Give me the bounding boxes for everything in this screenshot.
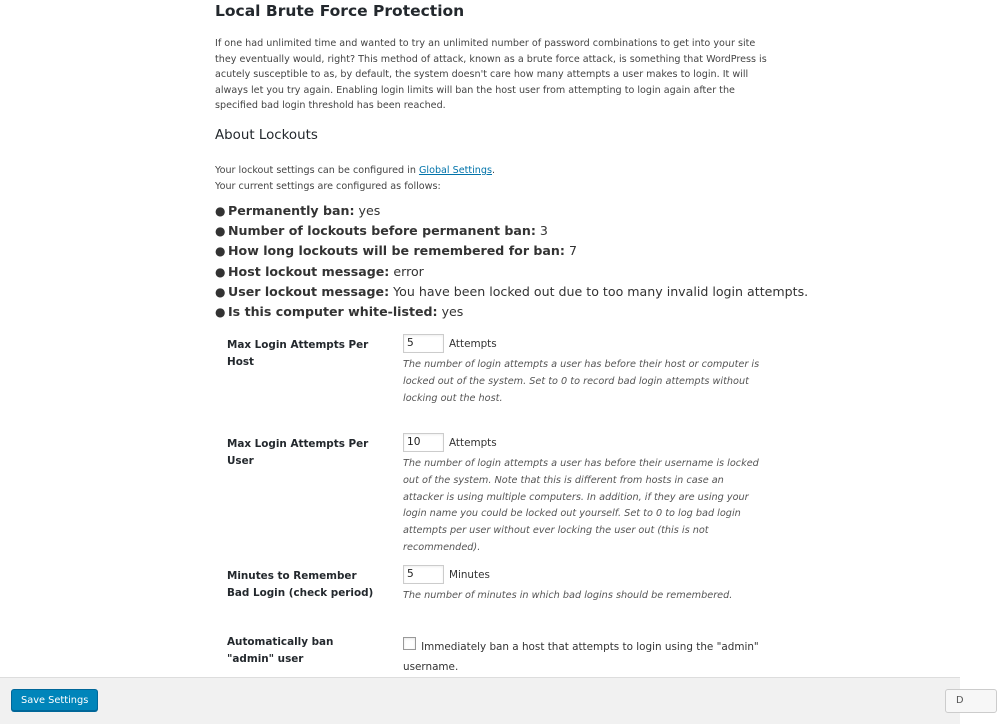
setting-label: Host lockout message: (228, 263, 390, 279)
section-intro: If one had unlimited time and wanted to try an unlimited number of password combinations to get into your site they eventually would, right? This method of attack, known as a brute force attack, is something that WordPress is acutely susceptible to as, by default, the system doesn't care how many attempts a user makes to login. It will always let you try again. Enabling login limits will ban the host user from attempting to login again after the specified bad login threshold has been reached. (215, 38, 767, 112)
setting-value: yes (441, 304, 464, 320)
max-user-input[interactable]: 10 (403, 433, 444, 452)
setting-label: Permanently ban: (228, 203, 355, 218)
list-item (215, 282, 808, 302)
max-host-unit: Attempts (449, 337, 497, 350)
setting-value: 3 (539, 223, 548, 239)
global-settings-link[interactable]: Global Settings (418, 165, 492, 176)
bullet-icon: ● (215, 224, 226, 239)
config-prefix: Your lockout settings can be configured in (215, 165, 419, 176)
secondary-button[interactable]: D (945, 689, 997, 713)
save-settings-button[interactable]: Save Settings (11, 689, 98, 711)
bullet-icon: ● (215, 305, 226, 320)
minutes-description: The number of minutes in which bad logins should be remembered. (403, 590, 733, 601)
admin-ban-label: Automatically ban "admin" user (227, 636, 334, 665)
setting-value: error (393, 263, 424, 279)
max-host-description: The number of login attempts a user has before their host or computer is locked out of the system. Set to 0 to record bad login attempts without locking out the host. (403, 359, 760, 404)
setting-label: User lockout message: (228, 283, 390, 299)
max-user-field (403, 432, 497, 452)
config-suffix: . (491, 165, 496, 176)
minutes-input[interactable]: 5 (403, 565, 444, 584)
current-settings-list (215, 201, 808, 322)
minutes-label: Minutes to Remember Bad Login (check period) (227, 570, 374, 599)
setting-value: You have been locked out due to too many invalid login attempts. (393, 283, 809, 299)
list-item (215, 262, 808, 282)
max-host-label: Max Login Attempts Per Host (227, 339, 369, 368)
about-lockouts-title: About Lockouts (215, 128, 318, 143)
list-item (215, 221, 808, 241)
minutes-field (403, 564, 490, 584)
bullet-icon: ● (215, 284, 226, 299)
list-item (215, 201, 808, 221)
max-user-unit: Attempts (449, 436, 497, 449)
bullet-icon: ● (215, 264, 226, 279)
admin-ban-field (403, 635, 773, 675)
admin-ban-checkbox[interactable] (403, 637, 416, 650)
current-settings-line: Your current settings are configured as follows: (215, 181, 441, 192)
bullet-icon: ● (215, 204, 226, 218)
setting-label: How long lockouts will be remembered for ban: (228, 243, 565, 259)
section-title: Local Brute Force Protection (215, 2, 465, 20)
list-item (215, 302, 808, 322)
bullet-icon: ● (215, 244, 226, 259)
lockout-config-text (215, 163, 495, 195)
max-user-label: Max Login Attempts Per User (227, 438, 369, 467)
max-host-input[interactable]: 5 (403, 334, 444, 353)
setting-value: 7 (568, 243, 577, 259)
max-host-field (403, 333, 497, 353)
setting-value: yes (358, 203, 381, 218)
footer-bar (0, 677, 964, 724)
setting-label: Is this computer white-listed: (228, 304, 438, 320)
max-user-description: The number of login attempts a user has before their username is locked out of the system. Note that this is different from hosts in case an attacker is using multiple computers. In addition, if they are using your login name you could be locked out yourself. Set to 0 to log bad login attempts per user without ever locking the user out (this is not recommended). (403, 458, 759, 553)
admin-ban-text: Immediately ban a host that attempts to login using the "admin" username. (403, 641, 759, 673)
setting-label: Number of lockouts before permanent ban: (228, 223, 536, 239)
list-item (215, 241, 808, 261)
minutes-unit: Minutes (449, 568, 490, 581)
